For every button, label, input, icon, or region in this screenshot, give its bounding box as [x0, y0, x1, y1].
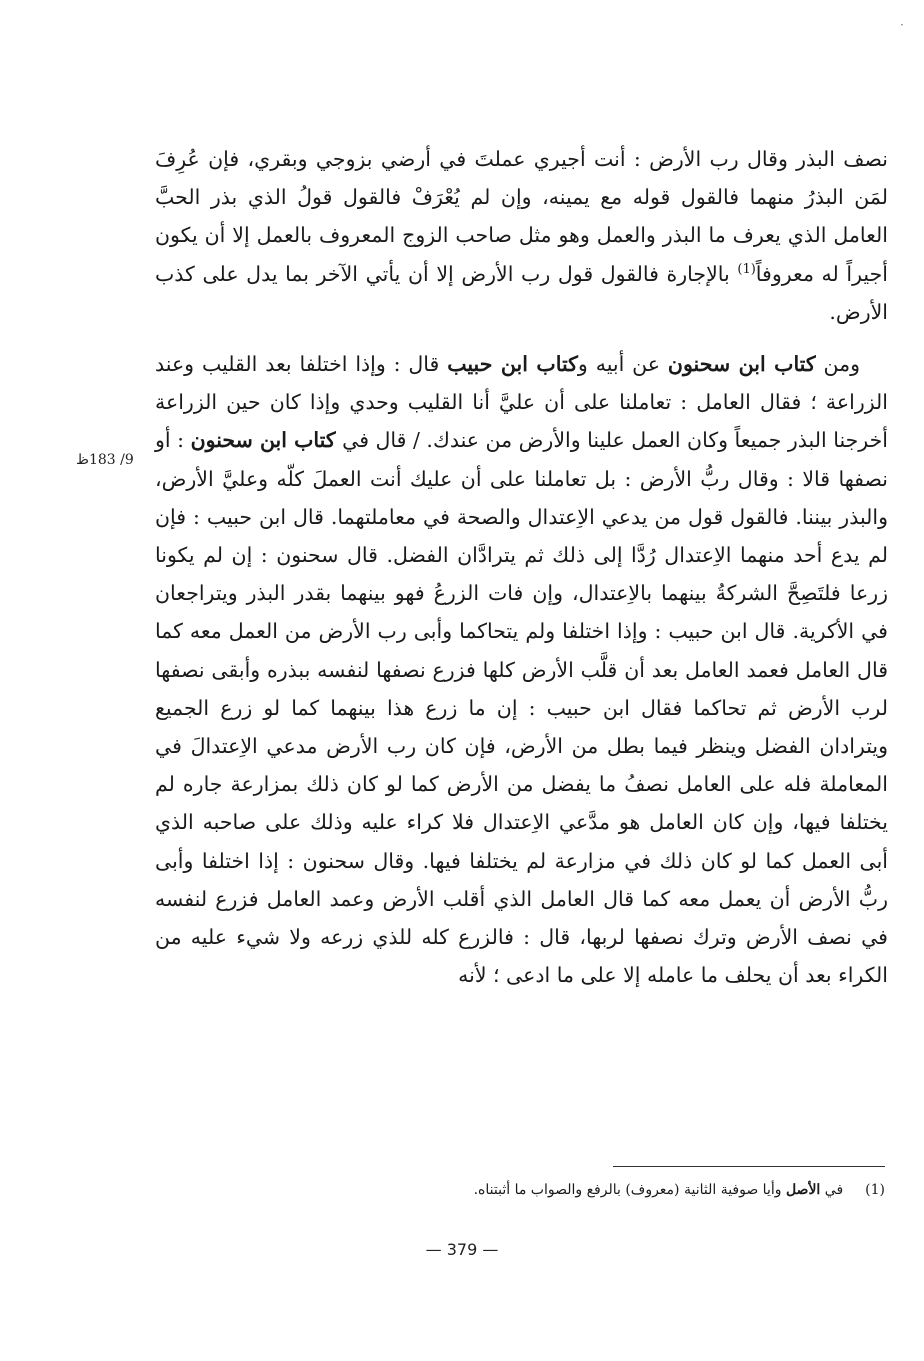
book-title-ibn-habib: كتاب ابن حبيب [447, 352, 578, 377]
footnote-number: (1) [865, 1182, 885, 1198]
main-text [155, 140, 888, 994]
p1-line-4b: بالإجارة فالقول قول رب الأرض إلا أن يأتي [365, 261, 738, 286]
p2-seg-4: : أو نصفها قالا : وقال ربُّ الأرض : بل تعاملنا على أن عليك أنت العملَ كلّه وعليَّ الأرض، والبذر بيننا. فالقول قول من يدعي الاِعتدال والصحة في معاملتهما. قال ابن حبيب : فإن لم يدع أحد منهما الاِعتدال رُدَّا إلى ذلك ثم يترادَّان الفضل. قال سحنون : إن لم يكونا زرعا فلتَصِحَّ الشركةُ بينهما بالاِعتدال، وإن فات الزرعُ فهو بينهما بقدر البذر ويتراجعان في الأكرية. قال ابن حبيب : وإذا اختلفا ولم يتحاكما وأبى رب الأرض من العمل معه كما قال العامل فعمد العامل بعد أن قلَّب الأرض كلها فزرع نصفها لنفسه ببذره وأبقى نصفها لرب الأرض ثم تحاكما فقال ابن حبيب : إن ما زرع هذا بينهما كما لو زرع الجميع ويترادان الفضل وينظر فيما بطل من الأرض، فإن كان رب الأرض مدعي الاِعتدالَ في المعاملة فله على العامل نصفُ ما يفضل من الأرض كما لو كان ذلك بمزارعة جاره لم يختلفا فيها، وإن كان العامل هو مدَّعي الاِعتدال فلا كراء عليه وذلك على صاحبه الذي أبى العمل كما لو كان ذلك في مزارعة لم يختلفا فيها. وقال سحنون : إذا اختلفا وأبى ربُّ الأرض أن يعمل معه كما قال العامل الذي أقلب الأرض وعمد العامل فزرع لنفسه في نصف الأرض وترك نصفها لربها، قال : فالزرع كله للذي زرعه ولا شيء عليه من الكراء بعد أن يحلف ما عامله إلا على ما ادعى ؛ لأنه [155, 428, 888, 988]
page-number: — 379 — [425, 1240, 499, 1259]
p1-line-5: الآخر بما يدل على كذب الأرض. [155, 261, 888, 324]
footnote-text-bold: الأصل [785, 1182, 821, 1198]
p2-seg-1: ومن [815, 352, 861, 377]
corner-mark: · [900, 18, 904, 32]
p1-line-4a: بالعمل إلا أن يكون أجيراً له معروفاً [155, 223, 888, 286]
footnote [300, 1178, 885, 1202]
paragraph-1 [155, 140, 888, 331]
paragraph-gap [155, 331, 888, 345]
book-title-ibn-sahnun: كتاب ابن سحنون [667, 352, 816, 377]
book-title-ibn-sahnun-2: كتاب ابن سحنون [190, 428, 336, 453]
paragraph-2 [155, 345, 888, 994]
p1-line-2: عُرِفَ لمَن البذرُ منهما فالقول قوله مع يمينه، وإن لم يُعْرَفْ فالقول قولُ الذي بذر [155, 147, 888, 210]
footnote-reference[interactable]: (1) [737, 261, 756, 277]
footnote-text-pre: في [820, 1182, 844, 1198]
p1-line-1: نصف البذر وقال رب الأرض : أنت أجيري عملتَ في أرضي بزوجي وبقري، فإن [208, 147, 888, 171]
footnote-text-post: وأيا صوفية الثانية (معروف) بالرفع والصواب ما أثبتناه. [473, 1182, 786, 1198]
p2-seg-3: قال : وإذا اختلفا بعد القليب وعند الزراعة ؛ فقال العامل : تعاملنا على أن عليَّ أنا القليب وحدي وإذا كان حين الزراعة أخرجنا البذر جميعاً وكان العمل علينا والأرض من عندك. / قال في [155, 352, 888, 453]
p2-seg-2: عن أبيه و [577, 352, 668, 377]
manuscript-folio-note: 9/ 183ظ [76, 452, 134, 468]
footnote-divider [613, 1166, 885, 1167]
p1-line-3: الحبَّ العامل الذي يعرف ما البذر والعمل وهو مثل صاحب الزوج المعروف [155, 185, 888, 248]
